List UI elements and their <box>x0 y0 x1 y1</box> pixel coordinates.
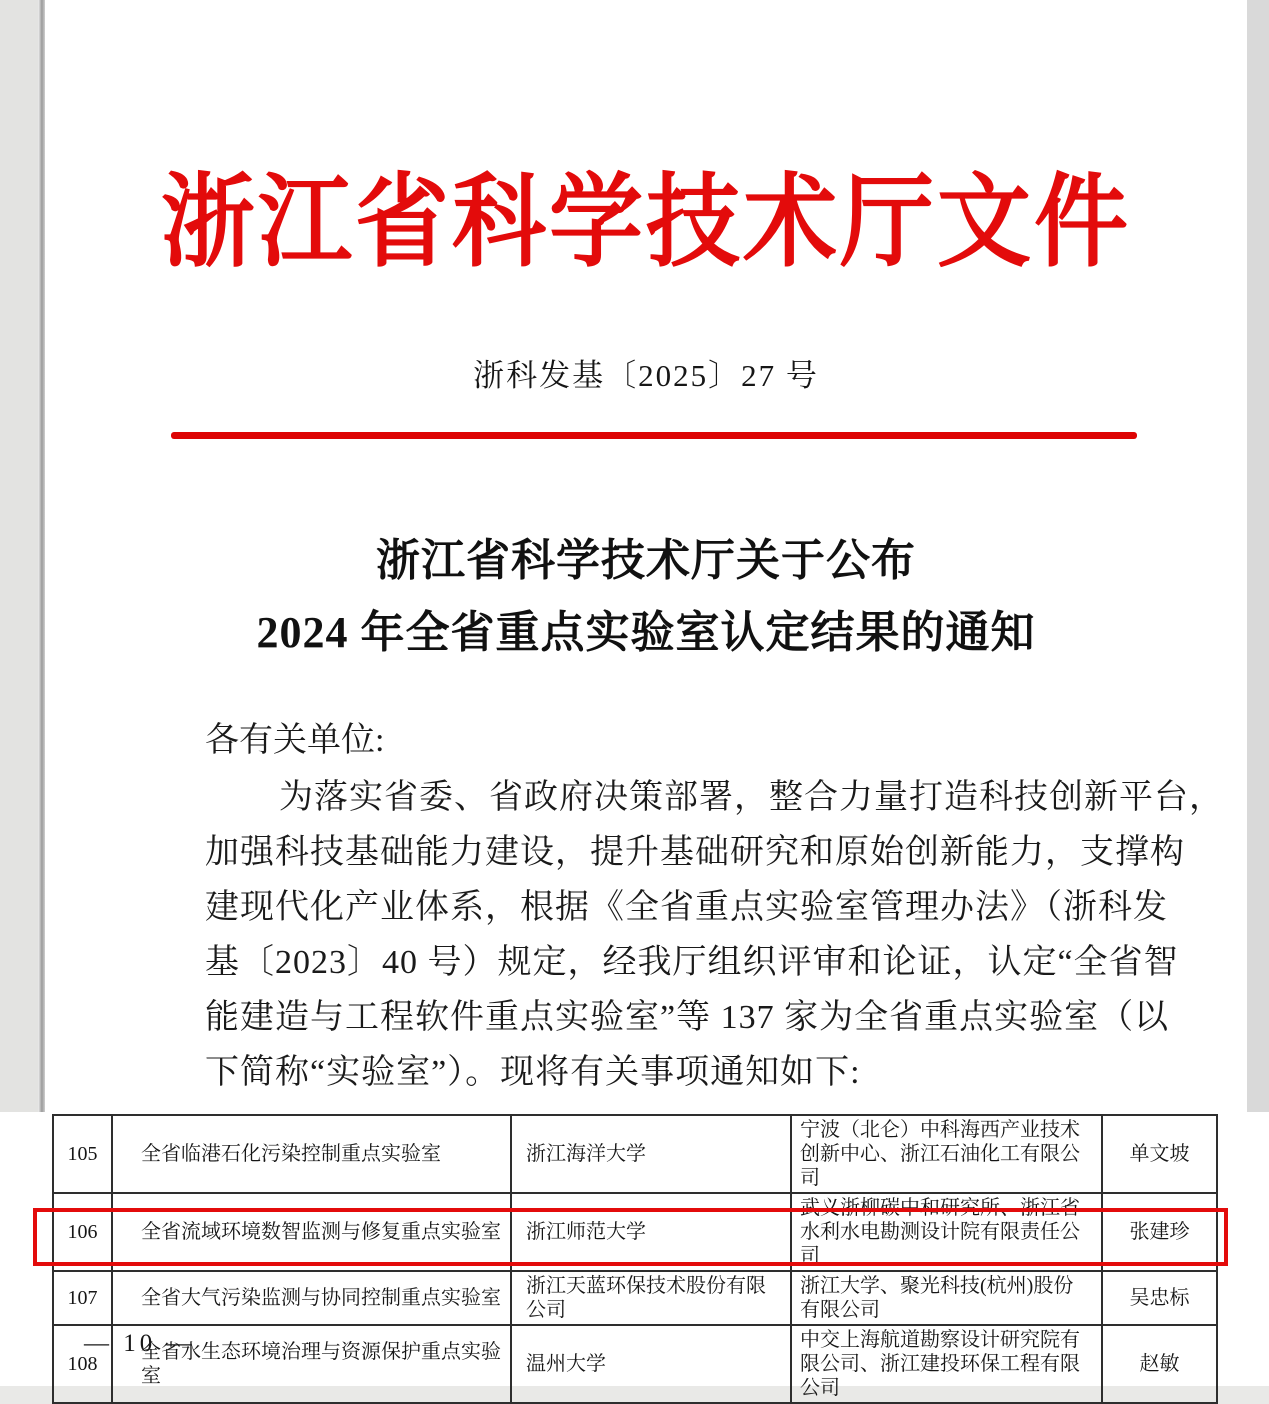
body-line: 加强科技基础能力建设，提升基础研究和原始创新能力，支撑构 <box>205 834 1185 871</box>
left-margin-strip <box>0 0 38 1112</box>
salutation: 各有关单位: <box>205 722 385 759</box>
cell-row-number: 106 <box>53 1193 112 1271</box>
cell-partner-institutions: 中交上海航道勘察设计研究院有限公司、浙江建投环保工程有限公司 <box>791 1325 1102 1403</box>
body-line: 为落实省委、省政府决策部署，整合力量打造科技创新平台， <box>279 779 1224 816</box>
notice-title-line1: 浙江省科学技术厅关于公布 <box>376 536 916 585</box>
document-number: 浙科发基〔2025〕27 号 <box>473 358 819 393</box>
notice-title-line2: 2024 年全省重点实验室认定结果的通知 <box>256 608 1036 657</box>
cell-partner-institutions: 浙江大学、聚光科技(杭州)股份有限公司 <box>791 1271 1102 1325</box>
table-row-108 <box>53 1325 1217 1403</box>
red-separator-rule <box>171 432 1137 439</box>
page-number: — 10 — <box>84 1330 196 1357</box>
body-line: 下简称“实验室”）。现将有关事项通知如下: <box>205 1054 861 1091</box>
page-edge-shadow <box>38 0 45 1112</box>
cell-director: 单文坡 <box>1102 1115 1217 1193</box>
table-row-106 <box>53 1193 1217 1271</box>
table-row-107-highlighted <box>53 1271 1217 1325</box>
cell-partner-institutions: 宁波（北仑）中科海西产业技术创新中心、浙江石油化工有限公司 <box>791 1115 1102 1193</box>
table-row-105 <box>53 1115 1217 1193</box>
cell-partner-institutions: 武义浙柳碳中和研究所、浙江省水利水电勘测设计院有限责任公司 <box>791 1193 1102 1271</box>
cell-lab-name: 全省流域环境数智监测与修复重点实验室 <box>112 1193 511 1271</box>
cell-director: 吴忠标 <box>1102 1271 1217 1325</box>
cell-lab-name: 全省水生态环境治理与资源保护重点实验室 <box>112 1325 511 1403</box>
lab-list-table-section <box>0 1112 1269 1399</box>
body-line: 基〔2023〕40 号）规定，经我厅组织评审和论证，认定“全省智 <box>205 944 1179 981</box>
document-title: 浙江省科学技术厅文件 <box>160 167 1131 280</box>
body-line: 建现代化产业体系，根据《全省重点实验室管理办法》（浙科发 <box>205 889 1168 926</box>
cell-host-institution: 浙江天蓝环保技术股份有限公司 <box>511 1271 791 1325</box>
body-line: 能建造与工程软件重点实验室”等 137 家为全省重点实验室（以 <box>205 999 1170 1036</box>
cell-row-number: 105 <box>53 1115 112 1193</box>
cell-director: 赵敏 <box>1102 1325 1217 1403</box>
key-laboratory-table <box>52 1114 1218 1404</box>
cell-host-institution: 浙江海洋大学 <box>511 1115 791 1193</box>
cell-lab-name: 全省大气污染监测与协同控制重点实验室 <box>112 1271 511 1325</box>
cell-lab-name: 全省临港石化污染控制重点实验室 <box>112 1115 511 1193</box>
document-page <box>45 0 1247 1112</box>
cell-host-institution: 浙江师范大学 <box>511 1193 791 1271</box>
cell-host-institution: 温州大学 <box>511 1325 791 1403</box>
cell-director: 张建珍 <box>1102 1193 1217 1271</box>
right-margin-strip <box>1247 0 1269 1112</box>
cell-row-number: 107 <box>53 1271 112 1325</box>
cell-row-number: 108 <box>53 1325 112 1403</box>
body-paragraph <box>205 770 1224 1100</box>
